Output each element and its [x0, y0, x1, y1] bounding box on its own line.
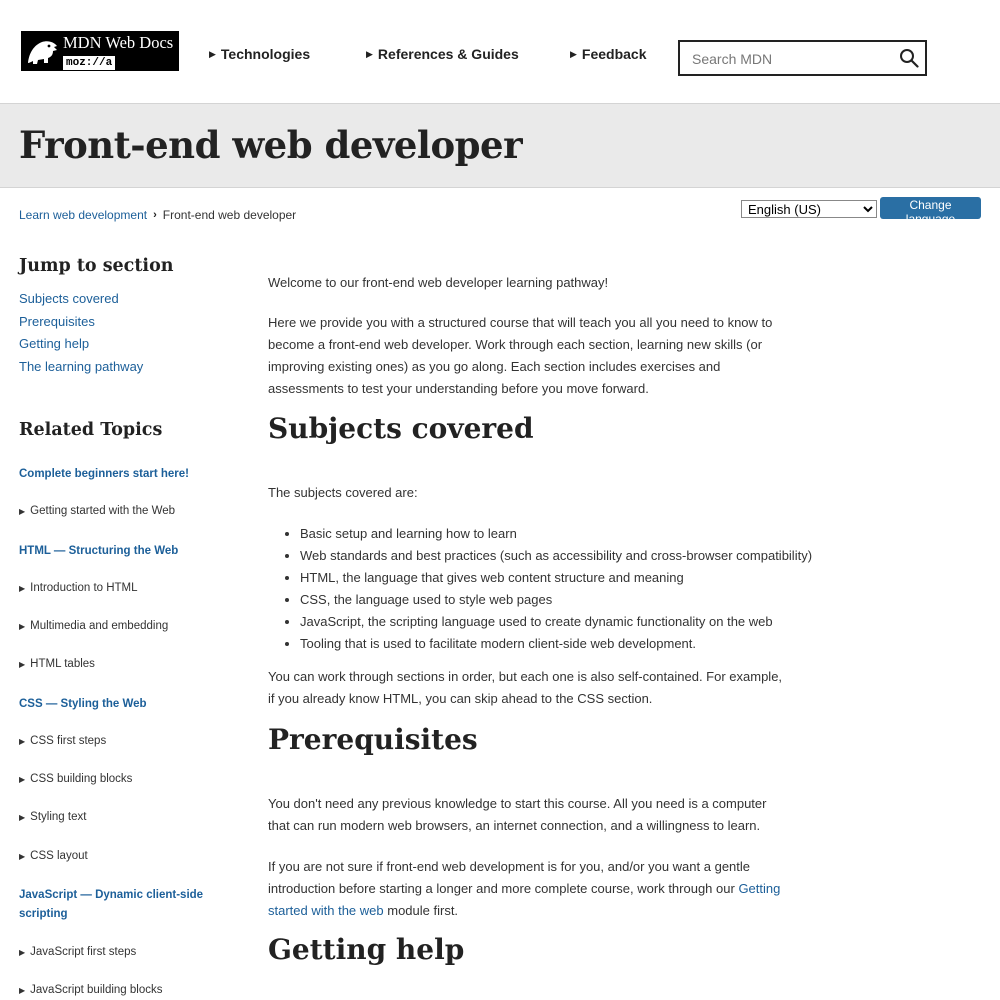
caret-right-icon: ▶ — [19, 774, 26, 784]
related-item[interactable] — [19, 850, 88, 862]
related-item-label: HTML tables — [30, 658, 95, 670]
caret-right-icon: ▶ — [19, 985, 26, 995]
related-heading-link[interactable]: CSS — Styling the Web — [19, 698, 147, 710]
related-heading-link[interactable]: Complete beginners start here! — [19, 468, 189, 480]
jump-to-section-heading: Jump to section — [19, 256, 174, 276]
jump-link-getting-help[interactable]: Getting help — [19, 336, 90, 351]
jump-link-subjects[interactable]: Subjects covered — [19, 291, 119, 306]
intro-paragraph: Welcome to our front-end web developer learning pathway! — [268, 275, 609, 290]
nav-feedback[interactable] — [570, 46, 647, 62]
related-item-label: Introduction to HTML — [30, 582, 138, 594]
related-item[interactable] — [19, 658, 95, 670]
caret-right-icon: ▶ — [209, 48, 216, 59]
breadcrumb-parent-link[interactable]: Learn web development — [19, 208, 148, 222]
search-icon[interactable] — [899, 48, 919, 68]
related-heading-link[interactable]: HTML — Structuring the Web — [19, 545, 179, 557]
related-item-label: CSS layout — [30, 850, 88, 862]
related-item[interactable] — [19, 735, 106, 747]
subjects-covered-heading: Subjects covered — [268, 412, 534, 445]
related-item-label: Getting started with the Web — [30, 505, 176, 517]
related-item[interactable] — [19, 505, 175, 517]
title-band — [0, 104, 1000, 188]
prerequisites-paragraph-2 — [268, 856, 788, 922]
list-item: • JavaScript, the scripting language used to create dynamic functionality on the web — [300, 611, 830, 633]
caret-right-icon: ▶ — [19, 736, 26, 746]
caret-right-icon: ▶ — [19, 851, 26, 861]
nav-technologies[interactable] — [209, 46, 310, 62]
list-item: • Basic setup and learning how to learn — [300, 523, 830, 545]
breadcrumb — [19, 208, 296, 222]
related-item-label: Styling text — [30, 811, 87, 823]
search-box — [678, 40, 927, 76]
caret-right-icon: ▶ — [19, 506, 26, 516]
related-item-label: Multimedia and embedding — [30, 620, 169, 632]
list-item: • CSS, the language used to style web pages — [300, 589, 830, 611]
jump-links — [19, 288, 143, 378]
dinosaur-logo-icon — [24, 33, 60, 69]
caret-right-icon: ▶ — [19, 583, 26, 593]
subjects-list — [268, 523, 830, 655]
site-header — [0, 0, 1000, 104]
nav-technologies-label: Technologies — [220, 46, 311, 62]
related-item-label: JavaScript first steps — [30, 946, 137, 958]
getting-started-link[interactable]: Getting started with the web — [268, 881, 781, 918]
jump-link-learning-pathway[interactable]: The learning pathway — [19, 358, 144, 374]
subjects-lead: The subjects covered are: — [268, 485, 418, 500]
breadcrumb-current: Front-end web developer — [162, 208, 297, 222]
nav-feedback-label: Feedback — [581, 46, 647, 62]
search-input[interactable] — [690, 48, 894, 70]
mozilla-wordmark: moz://a — [63, 56, 115, 70]
logo-text: MDN Web Docs — [63, 33, 174, 52]
list-item: • HTML, the language that gives web content structure and meaning — [300, 567, 830, 589]
related-item[interactable] — [19, 811, 86, 823]
intro-paragraph-2: Here we provide you with a structured course that will teach you all you need to know to become a front-end web developer. Work through each section, learning new skills (or improving existing ones) as you go along. Each section includes exercises and assessments to test your understanding before you move forward. — [268, 315, 773, 396]
change-language-button[interactable]: Change language — [880, 197, 981, 219]
related-topics-heading: Related Topics — [19, 420, 163, 440]
jump-link-prerequisites[interactable]: Prerequisites — [19, 313, 95, 329]
list-item: • Web standards and best practices (such as accessibility and cross-browser compatibility) — [300, 545, 830, 567]
related-item[interactable] — [19, 984, 162, 996]
subjects-note: You can work through sections in order, but each one is also self-contained. For example, if you already know HTML, you can skip ahead to the CSS section. — [268, 669, 783, 706]
prereq-text-before: If you are not sure if front-end web development is for you, and/or you want a gentle introduction before starting a longer and more complete course, work through our — [268, 859, 751, 896]
prerequisites-heading: Prerequisites — [268, 723, 478, 756]
related-item-label: CSS first steps — [30, 735, 107, 747]
list-item: • Tooling that is used to facilitate modern client-side web development. — [300, 633, 830, 655]
prerequisites-paragraph: You don't need any previous knowledge to start this course. All you need is a computer that can run modern web browsers, an internet connection, and a willingness to learn. — [268, 796, 767, 833]
jump-link-item — [19, 333, 143, 356]
caret-right-icon: ▶ — [19, 621, 26, 631]
related-heading-link[interactable]: JavaScript — Dynamic client-side scripting — [19, 889, 204, 920]
related-item[interactable] — [19, 620, 168, 632]
jump-link-item — [19, 356, 143, 379]
related-item-label: CSS building blocks — [30, 773, 133, 785]
nav-references-guides[interactable] — [366, 46, 519, 62]
related-item[interactable] — [19, 582, 138, 594]
related-item-label: JavaScript building blocks — [30, 984, 163, 996]
caret-right-icon: ▶ — [19, 659, 26, 669]
jump-link-item — [19, 288, 143, 311]
prereq-text-after: module first. — [383, 903, 459, 918]
language-select[interactable] — [741, 200, 877, 218]
mdn-logo[interactable] — [21, 31, 179, 71]
caret-right-icon: ▶ — [366, 48, 373, 59]
chevron-right-icon: › — [153, 209, 157, 221]
caret-right-icon: ▶ — [19, 947, 26, 957]
related-item[interactable] — [19, 773, 132, 785]
caret-right-icon: ▶ — [570, 48, 577, 59]
caret-right-icon: ▶ — [19, 812, 26, 822]
page-title: Front-end web developer — [19, 123, 523, 167]
getting-help-heading: Getting help — [268, 933, 465, 966]
related-item[interactable] — [19, 946, 136, 958]
nav-references-label: References & Guides — [377, 46, 519, 62]
jump-link-item — [19, 311, 143, 334]
